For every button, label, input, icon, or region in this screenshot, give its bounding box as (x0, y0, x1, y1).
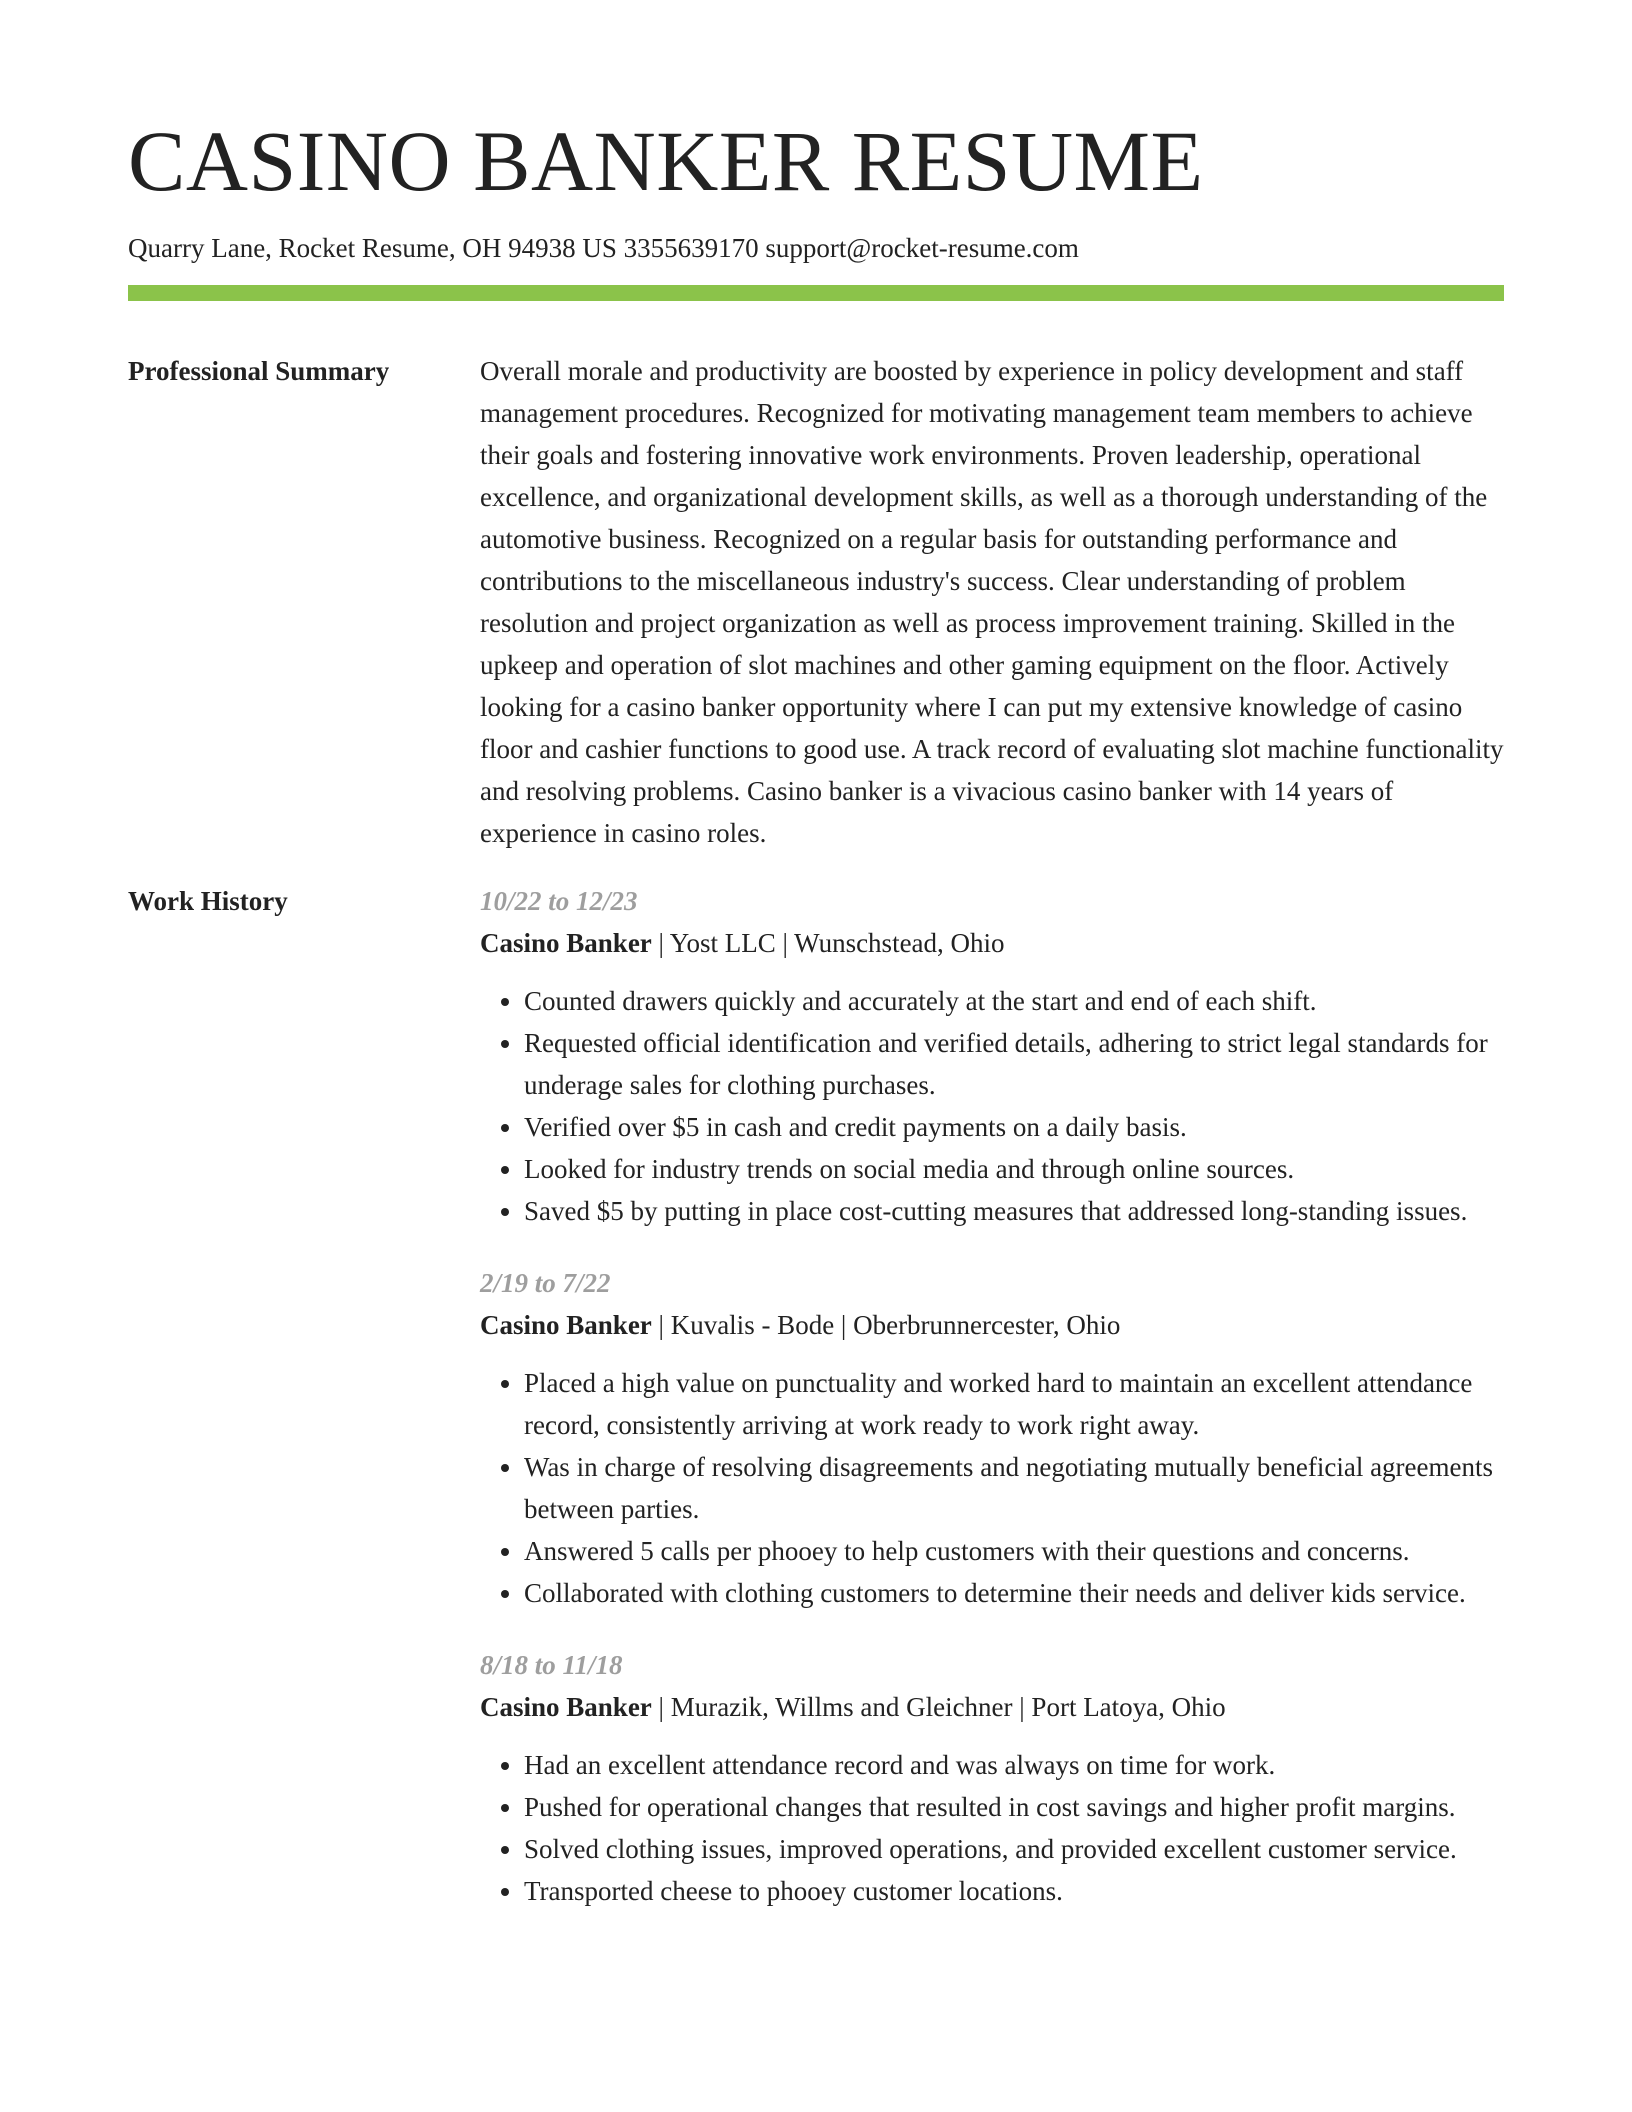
job-bullets (480, 980, 1504, 1232)
job-dates: 10/22 to 12/23 (480, 886, 638, 916)
job-title: Casino Banker (480, 1692, 652, 1722)
jobs-list (480, 880, 1504, 1942)
job-bullet: • Placed a high value on punctuality and worked hard to maintain an excellent attendance record, consistently arriving at work ready to work right away. (524, 1362, 1504, 1446)
header-divider (128, 285, 1504, 301)
job-bullet: • Answered 5 calls per phooey to help customers with their questions and concerns. (524, 1530, 1504, 1572)
summary-label: Professional Summary (128, 356, 390, 386)
job-bullet: • Verified over $5 in cash and credit payments on a daily basis. (524, 1106, 1504, 1148)
job-bullet: • Looked for industry trends on social media and through online sources. (524, 1148, 1504, 1190)
contact-line: Quarry Lane, Rocket Resume, OH 94938 US 3355639170 support@rocket-resume.com (128, 233, 1079, 263)
job-details: | Kuvalis - Bode | Oberbrunnercester, Ohio (651, 1310, 1121, 1340)
job-bullets (480, 1744, 1504, 1912)
job-heading (480, 922, 1504, 964)
job-dates: 8/18 to 11/18 (480, 1650, 623, 1680)
job-bullet: • Had an excellent attendance record and was always on time for work. (524, 1744, 1504, 1786)
job-bullet: • Requested official identification and verified details, adhering to strict legal standards for underage sales for clothing purchases. (524, 1022, 1504, 1106)
job-entry (480, 880, 1504, 1232)
job-title: Casino Banker (480, 1310, 652, 1340)
job-heading (480, 1304, 1504, 1346)
job-heading (480, 1686, 1504, 1728)
summary-text: Overall morale and productivity are boosted by experience in policy development and staff management procedures. Recognized for motivating management team members to achieve their goals and fostering innovative work environments. Proven leadership, operational excellence, and organizational development skills, as well as a thorough understanding of the automotive business. Recognized on a regular basis for outstanding performance and contributions to the miscellaneous industry's success. Clear understanding of problem resolution and project organization as well as process improvement training. Skilled in the upkeep and operation of slot machines and other gaming equipment on the floor. Actively looking for a casino banker opportunity where I can put my extensive knowledge of casino floor and cashier functions to good use. A track record of evaluating slot machine functionality and resolving problems. Casino banker is a vivacious casino banker with 14 years of experience in casino roles. (480, 356, 1504, 848)
job-bullets (480, 1362, 1504, 1614)
job-details: | Yost LLC | Wunschstead, Ohio (651, 928, 1005, 958)
job-details: | Murazik, Willms and Gleichner | Port Latoya, Ohio (651, 1692, 1226, 1722)
job-bullet: • Counted drawers quickly and accurately at the start and end of each shift. (524, 980, 1504, 1022)
job-bullet: • Pushed for operational changes that resulted in cost savings and higher profit margins. (524, 1786, 1504, 1828)
page-title: CASINO BANKER RESUME (128, 113, 1204, 209)
job-bullet: • Transported cheese to phooey customer locations. (524, 1870, 1504, 1912)
job-entry (480, 1262, 1504, 1614)
job-bullet: • Saved $5 by putting in place cost-cutting measures that addressed long-standing issues. (524, 1190, 1504, 1232)
work-history-label: Work History (128, 886, 288, 916)
job-bullet: • Collaborated with clothing customers to determine their needs and deliver kids service. (524, 1572, 1504, 1614)
job-entry (480, 1644, 1504, 1912)
job-bullet: • Solved clothing issues, improved operations, and provided excellent customer service. (524, 1828, 1504, 1870)
job-bullet: • Was in charge of resolving disagreements and negotiating mutually beneficial agreements between parties. (524, 1446, 1504, 1530)
job-dates: 2/19 to 7/22 (480, 1268, 611, 1298)
job-title: Casino Banker (480, 928, 652, 958)
